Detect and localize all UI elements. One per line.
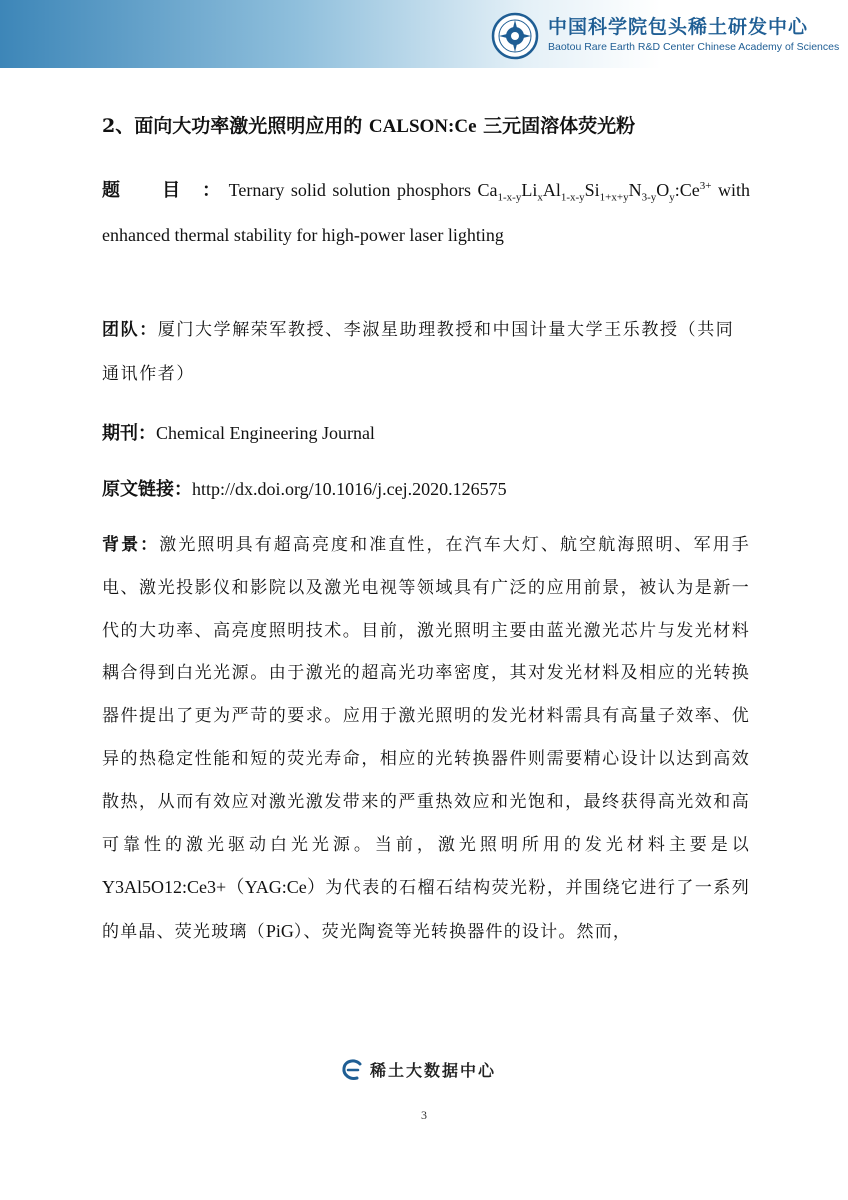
subject-lead: Ternary solid solution phosphors	[228, 180, 471, 200]
header-org-en: Baotou Rare Earth R&D Center Chinese Academy of Sciences	[548, 41, 840, 53]
background-text-3: ）、荧光陶瓷等光转换器件的设计。然而，	[293, 922, 632, 943]
journal-paragraph	[102, 411, 750, 456]
subject-tail: with enhanced thermal stability for high-power laser lighting	[102, 180, 751, 245]
team-text: 厦门大学解荣军教授、李淑星助理教授和中国计量大学王乐教授（共同通讯作者）	[102, 320, 735, 384]
background-label: 背景：	[102, 535, 160, 555]
team-label: 团队：	[102, 320, 158, 340]
background-text-2: 为代表的石榴石结构荧光粉，并围绕它进行了一系列的单晶、荧光玻璃（	[102, 878, 750, 943]
cas-logo-icon	[491, 12, 539, 60]
title-prefix: 2、面向大功率激光照明应用的	[102, 115, 369, 137]
background-paragraph	[102, 524, 750, 954]
footer-brand-text: 稀土大数据中心	[370, 1061, 497, 1080]
formula: $Ca_{1-x-y}Li_xAl_{1-x-y}Si_{1+x+y}N_{3-y}O_y:Ce^{3+}$	[477, 180, 712, 204]
doi-link[interactable]: http://dx.doi.org/10.1016/j.cej.2020.126575	[192, 479, 507, 499]
journal-text: Chemical Engineering Journal	[156, 423, 375, 443]
header-org-cn: 中国科学院包头稀土研发中心	[548, 16, 809, 38]
page-number: 3	[421, 1108, 427, 1122]
team-paragraph	[102, 308, 750, 396]
background-yag: Y3Al5O12:Ce3+（YAG:Ce）	[102, 877, 326, 898]
journal-label: 期刊：	[102, 423, 156, 444]
subject-label: 题 目 ：	[102, 180, 223, 201]
title-suffix: 三元固溶体荧光粉	[476, 115, 636, 137]
subject-paragraph	[102, 168, 750, 257]
article-title	[102, 112, 750, 141]
link-label: 原文链接：	[102, 479, 192, 500]
title-en: CALSON:Ce	[368, 116, 477, 137]
background-text-1: 激光照明具有超高亮度和准直性，在汽车大灯、航空航海照明、军用手电、激光投影仪和影院以及激光电视等领域具有广泛的应用前景，被认为是新一代的大功率、高亮度照明技术。目前，激光照明主要由蓝光激光芯片与发光材料耦合得到白光光源。由于激光的超高光功率密度，其对发光材料及相应的光转换器件提出了更为严苛的要求。应用于激光照明的发光材料需具有高量子效率、优异的热稳定性能和短的荧光寿命，相应的光转换器件则需要精心设计以达到高效散热，从而有效应对激光激发带来的严重热效应和光饱和，最终获得高光效和高可靠性的激光驱动白光光源。当前，激光照明所用的发光材料主要是以	[102, 535, 750, 855]
rare-earth-data-logo-icon	[340, 1058, 364, 1082]
background-pig: PiG	[265, 921, 294, 942]
link-paragraph	[102, 467, 750, 512]
